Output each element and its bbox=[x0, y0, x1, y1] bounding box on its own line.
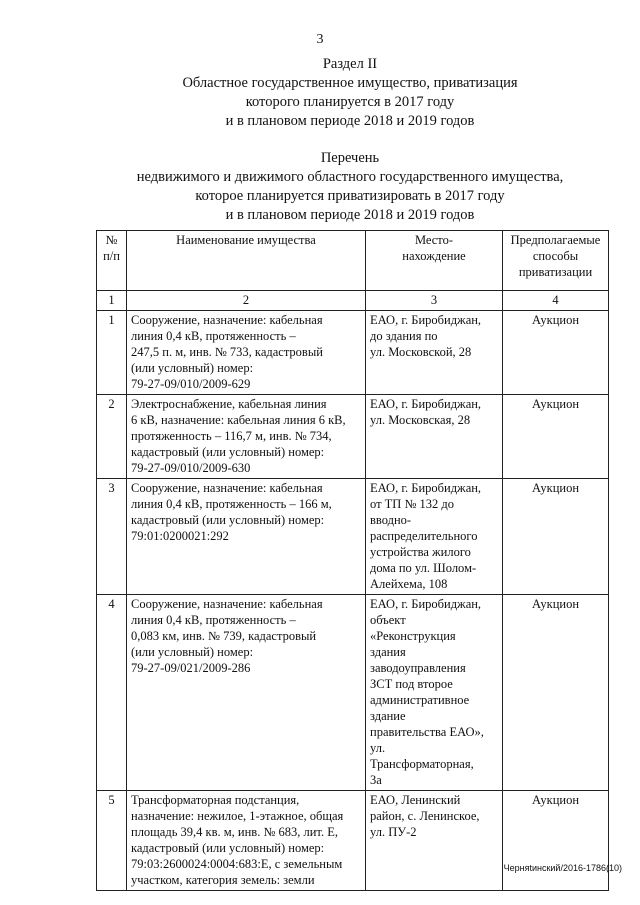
header-location: Место- нахождение bbox=[366, 231, 503, 291]
header-method: Предполагаемые способы приватизации bbox=[503, 231, 609, 291]
column-number: 4 bbox=[503, 291, 609, 311]
property-name-cell: Сооружение, назначение: кабельная линия 0,4 кВ, протяженность – 166 м, кадастровый (или условный) номер: 79:01:0200021:292 bbox=[127, 479, 366, 595]
column-number-row bbox=[97, 291, 609, 311]
page-number: 3 bbox=[316, 32, 324, 47]
privatization-method-cell: Аукцион bbox=[503, 311, 609, 395]
table-row bbox=[97, 479, 609, 595]
property-name-cell: Сооружение, назначение: кабельная линия 0,4 кВ, протяженность – 0,083 км, инв. № 739, кадастровый (или условный) номер: 79-27-09/021/2009-286 bbox=[127, 595, 366, 791]
list-title-line: которое планируется приватизировать в 2017 году bbox=[195, 188, 505, 204]
list-title bbox=[60, 149, 640, 225]
property-name-cell: Трансформаторная подстанция, назначение: нежилое, 1-этажное, общая площадь 39,4 кв. м, инв. № 683, лит. Е, кадастровый (или условный) номер: 79:03:2600024:0004:683:Е, с земельным участком, категория земель: земли bbox=[127, 791, 366, 891]
table-row bbox=[97, 395, 609, 479]
property-table bbox=[96, 230, 609, 891]
section-heading-line: Областное государственное имущество, приватизация bbox=[182, 75, 518, 91]
column-number: 2 bbox=[127, 291, 366, 311]
table-header-row bbox=[97, 231, 609, 291]
property-location-cell: ЕАО, г. Биробиджан, до здания по ул. Московской, 28 bbox=[366, 311, 503, 395]
list-title-line: недвижимого и движимого областного государственного имущества, bbox=[136, 169, 564, 185]
column-number: 3 bbox=[366, 291, 503, 311]
list-title-line: Перечень bbox=[320, 150, 380, 166]
header-name: Наименование имущества bbox=[127, 231, 366, 291]
property-location-cell: ЕАО, Ленинский район, с. Ленинское, ул. ПУ-2 bbox=[366, 791, 503, 891]
footer-code: Черняtинский/2016-1786(10) bbox=[503, 863, 622, 873]
header-number: № п/п bbox=[97, 231, 127, 291]
privatization-method-cell: Аукцион bbox=[503, 395, 609, 479]
list-title-line: и в плановом периоде 2018 и 2019 годов bbox=[225, 207, 475, 223]
section-heading bbox=[60, 55, 640, 131]
property-location-cell: ЕАО, г. Биробиджан, от ТП № 132 до вводно- распределительного устройства жилого дома по ул. Шолом- Алейхема, 108 bbox=[366, 479, 503, 595]
row-number-cell: 3 bbox=[97, 479, 127, 595]
property-name-cell: Электроснабжение, кабельная линия 6 кВ, назначение: кабельная линия 6 кВ, протяженность – 116,7 м, инв. № 734, кадастровый (или условный) номер: 79-27-09/010/2009-630 bbox=[127, 395, 366, 479]
privatization-method-cell: Аукцион bbox=[503, 791, 609, 891]
privatization-method-cell: Аукцион bbox=[503, 479, 609, 595]
section-heading-line: которого планируется в 2017 году bbox=[245, 94, 455, 110]
table-row bbox=[97, 595, 609, 791]
row-number-cell: 2 bbox=[97, 395, 127, 479]
section-heading-line: и в плановом периоде 2018 и 2019 годов bbox=[225, 113, 475, 129]
row-number-cell: 5 bbox=[97, 791, 127, 891]
property-location-cell: ЕАО, г. Биробиджан, объект «Реконструкция здания заводоуправления ЗСТ под второе административное здание правительства ЕАО», ул. Трансформаторная, 3а bbox=[366, 595, 503, 791]
property-location-cell: ЕАО, г. Биробиджан, ул. Московская, 28 bbox=[366, 395, 503, 479]
table-row bbox=[97, 791, 609, 891]
table-row bbox=[97, 311, 609, 395]
column-number: 1 bbox=[97, 291, 127, 311]
section-heading-line: Раздел II bbox=[322, 56, 378, 72]
row-number-cell: 4 bbox=[97, 595, 127, 791]
property-name-cell: Сооружение, назначение: кабельная линия 0,4 кВ, протяженность – 247,5 п. м, инв. № 733, кадастровый (или условный) номер: 79-27-09/010/2009-629 bbox=[127, 311, 366, 395]
row-number-cell: 1 bbox=[97, 311, 127, 395]
privatization-method-cell: Аукцион bbox=[503, 595, 609, 791]
